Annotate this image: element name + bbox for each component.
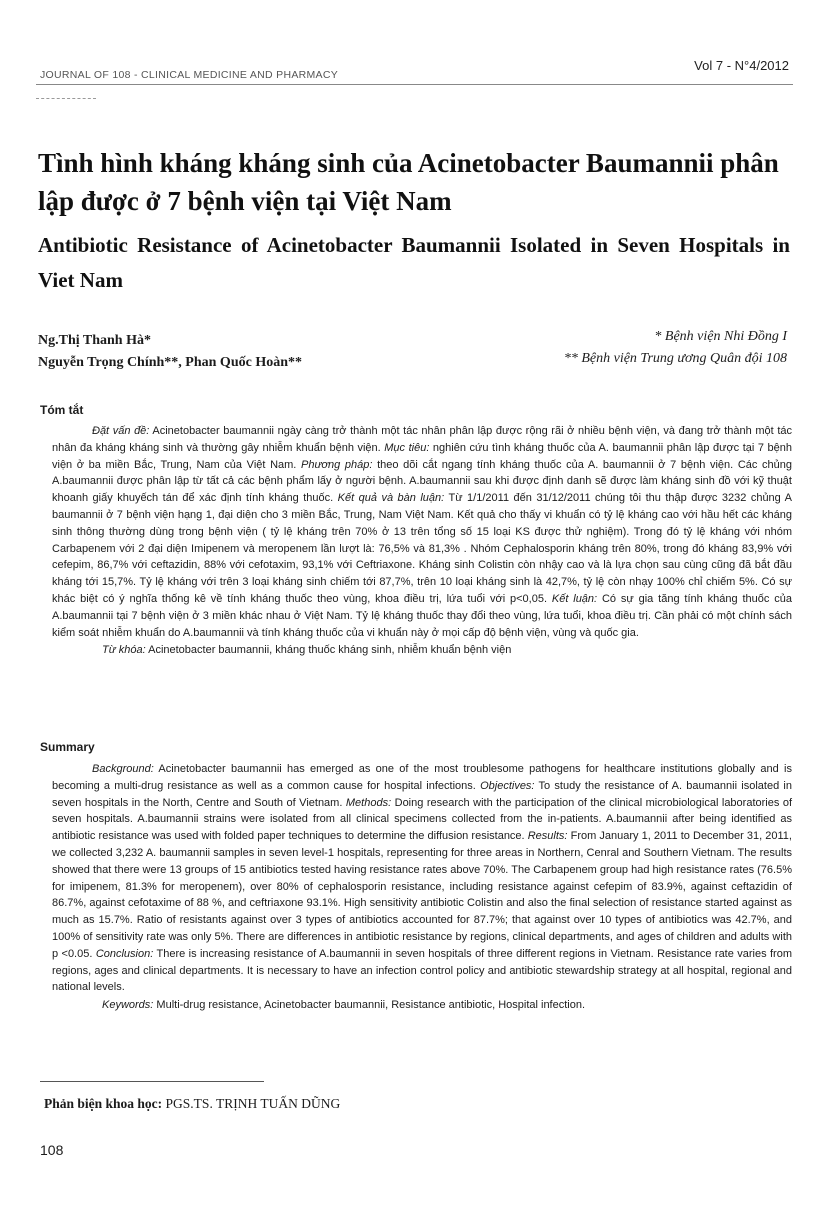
label-muc-tieu: Mục tiêu: [384, 441, 430, 454]
summary-keywords [52, 997, 792, 1014]
reviewer-label: Phản biện khoa học: [44, 1096, 163, 1111]
label-phuong-phap: Phương pháp: [300, 458, 373, 471]
title-english: Antibiotic Resistance of Acinetobacter Baumannii Isolated in Seven Hospitals in Viet Nam [38, 233, 790, 292]
label-ket-qua: Kết quả và bàn luận: [337, 492, 445, 505]
text-conclusion: There is increasing resistance of A.baumannii in seven hospitals of three different regions in Vietnam. Resistance rate varies from regions, ages and clinical departments. It is necessary to have an infection control policy and antibiotic stewardship strategy at all hospital, regional and national levels. [52, 947, 792, 994]
reviewer-name: PGS.TS. TRỊNH TUẤN DŨNG [162, 1096, 341, 1111]
label-background: Background: [92, 763, 154, 775]
volume-issue: Vol 7 - N°4/2012 [694, 58, 789, 73]
author-line-1: Ng.Thị Thanh Hà* [38, 333, 151, 348]
summary-paragraph [52, 761, 792, 996]
text-ket-luan: Có sự gia tăng tính kháng thuốc của A.baumannii tại 7 bệnh viện ở 3 miền khác nhau ở Việt Nam. Tỷ lệ kháng thuốc thay đổi theo vùng, lứa tuổi, khoa điều trị. Cần phải có một chính sách kiểm soát nhiễm khuẩn do A.baumannii và tính kháng thuốc của vi khuẩn này ở mọi cấp độ bệnh viện, vùng và quốc gia. [52, 592, 792, 639]
affiliation-1: * Bệnh viện Nhi Đồng I [654, 329, 787, 344]
label-conclusion: Conclusion: [95, 947, 154, 960]
label-methods: Methods: [345, 796, 392, 809]
text-keywords: Multi-drug resistance, Acinetobacter baumannii, Resistance antibiotic, Hospital infection. [153, 999, 586, 1012]
affiliation-2: ** Bệnh viện Trung ương Quân đội 108 [563, 351, 787, 366]
summary-body [52, 761, 792, 1014]
text-ket-qua: Từ 1/1/2011 đến 31/12/2011 chúng tôi thu thập được 3232 chủng A baumannii ở 7 bệnh viện hạng 1, đại diện cho 3 miền Bắc, Trung, Nam Việt Nam. Kết quả cho thấy vi khuẩn có tỷ lệ kháng cao với hầu hết các kháng sinh thông thường dùng trong bệnh viện ( tỷ lệ kháng trên 70% ở 13 trên tổng số 15 loại KS được thử nghiệm). Trong đó tỷ lệ kháng với nhóm Carbapenem với 2 đại diện Imipenem và meropenem lần lượt là: 76,5% và 81,3% . Nhóm Cephalosporin kháng trên 80%, trong đó kháng 83,9% với cefepim, 86,7% với ceftazidin, 88% với cefotaxim, 93,1% với Ceftriaxone. Kháng sinh Colistin còn nhậy cao và là lựa chọn sau cùng cũng đã bắt đầu kháng tới 15,7%. Tỷ lệ kháng với trên 3 loại kháng sinh chiếm tới 87,7%, trên 10 loại kháng sinh là 42,7%, tỷ lệ còn nhạy 100% chỉ chiếm 5%. Có sự khác biệt có ý nghĩa thống kê về tính kháng thuốc theo vùng, khoa điều trị, lứa tuổi với p<0,05. [52, 492, 792, 605]
label-objectives: Objectives: [480, 779, 535, 792]
text-dat-van-de: Acinetobacter baumannii ngày càng trở thành một tác nhân phân lập được rộng rãi ở nhiều bệnh viện, và đang trở thành một tác nhân đa kháng kháng sinh và thường gây nhiễm khuẩn bệnh viện. [52, 425, 793, 454]
author-line-2: Nguyễn Trọng Chính**, Phan Quốc Hoàn** [38, 355, 302, 370]
reviewer-note [44, 1096, 340, 1112]
authors [38, 330, 302, 374]
footnote-rule [40, 1081, 264, 1082]
label-results: Results: [527, 830, 568, 843]
label-dat-van-de: Đặt vấn đề: [92, 425, 150, 437]
text-muc-tieu: nghiên cứu tình kháng thuốc của A. baumannii phân lập được tại 7 bệnh viện ở ba miền Bắc, Trung, Nam của Việt Nam. [52, 441, 792, 471]
text-tu-khoa: Acinetobacter baumannii, kháng thuốc kháng sinh, nhiễm khuẩn bệnh viện [145, 644, 512, 657]
tomtat-paragraph [52, 423, 792, 641]
text-results: From January 1, 2011 to December 31, 2011, we collected 3,232 A. baumannii samples in seven level-1 hospitals, representing for three areas in Northern, Cenral and Southern Vietnam. The results showed that there were 13 groups of 15 antibiotics tested having resistance rates above 70%. The Carbapenem group had high resistance rates (76.5% for imipenem, 81.3% for meropenem), over 80% of cephalosporin resistance, including resistance against cefepim of 83.9%, against ceftazidin of 86.7%, against cefotaxime of 88 %, and ceftriaxone 93.1%. High sensitivity antibiotic Colistin and also the final selection of resistance started against as much as 15.7%. Ratio of resistants against over 3 types of antibiotics accounted for 87.7%; that against over 10 types of antibiotics was 42.7%, and 100% of sensitivity rate was only 5%. There are differences in antibiotic resistance by regions, clinical departments, and ages of children and adults with p <0.05. [52, 830, 792, 960]
label-ket-luan: Kết luận: [551, 592, 598, 605]
text-phuong-phap: theo dõi cắt ngang tính kháng thuốc của A. baumannii ở 7 bệnh viện. Các chủng A.baumannii được phân lập từ tất cả các bệnh phẩm lấy ở người bệnh. A.baumannii sau khi được định danh sẽ được làm kháng sinh đồ với kỹ thuật khoanh giấy khuyếch tán để xác định tính kháng thuốc. [52, 458, 792, 505]
affiliations [564, 326, 787, 370]
tomtat-body [52, 423, 792, 659]
header-dash [36, 98, 96, 99]
tomtat-heading: Tóm tắt [40, 403, 84, 417]
label-tu-khoa: Từ khóa: [102, 644, 146, 657]
summary-heading: Summary [40, 740, 95, 754]
label-keywords: Keywords: [102, 999, 154, 1012]
page-number: 108 [40, 1142, 64, 1158]
tomtat-keywords [52, 642, 792, 659]
text-methods: Doing research with the participation of the clinical microbiological laboratories of seven hospitals. A.baumannii strains were isolated from all clinical specimens collected from the in-patients. A.baumannii after being identified as antibiotic resistance was used with folded paper techniques to determine the diffusion resistance. [52, 796, 793, 843]
text-objectives: To study the resistance of A. baumannii isolated in seven hospitals in the North, Centre and South of Vietnam. [52, 779, 792, 809]
text-background: Acinetobacter baumannii has emerged as one of the most troublesome pathogens for healthcare institutions globally and is becoming a multi-drug resistance as well as a common cause for hospital infections. [52, 763, 792, 792]
title-vietnamese: Tình hình kháng kháng sinh của Acinetobacter Baumannii phân lập được ở 7 bệnh viện tại Việt Nam [38, 148, 779, 216]
header-rule [36, 84, 793, 85]
journal-header: JOURNAL OF 108 - CLINICAL MEDICINE AND PHARMACY [40, 69, 339, 81]
